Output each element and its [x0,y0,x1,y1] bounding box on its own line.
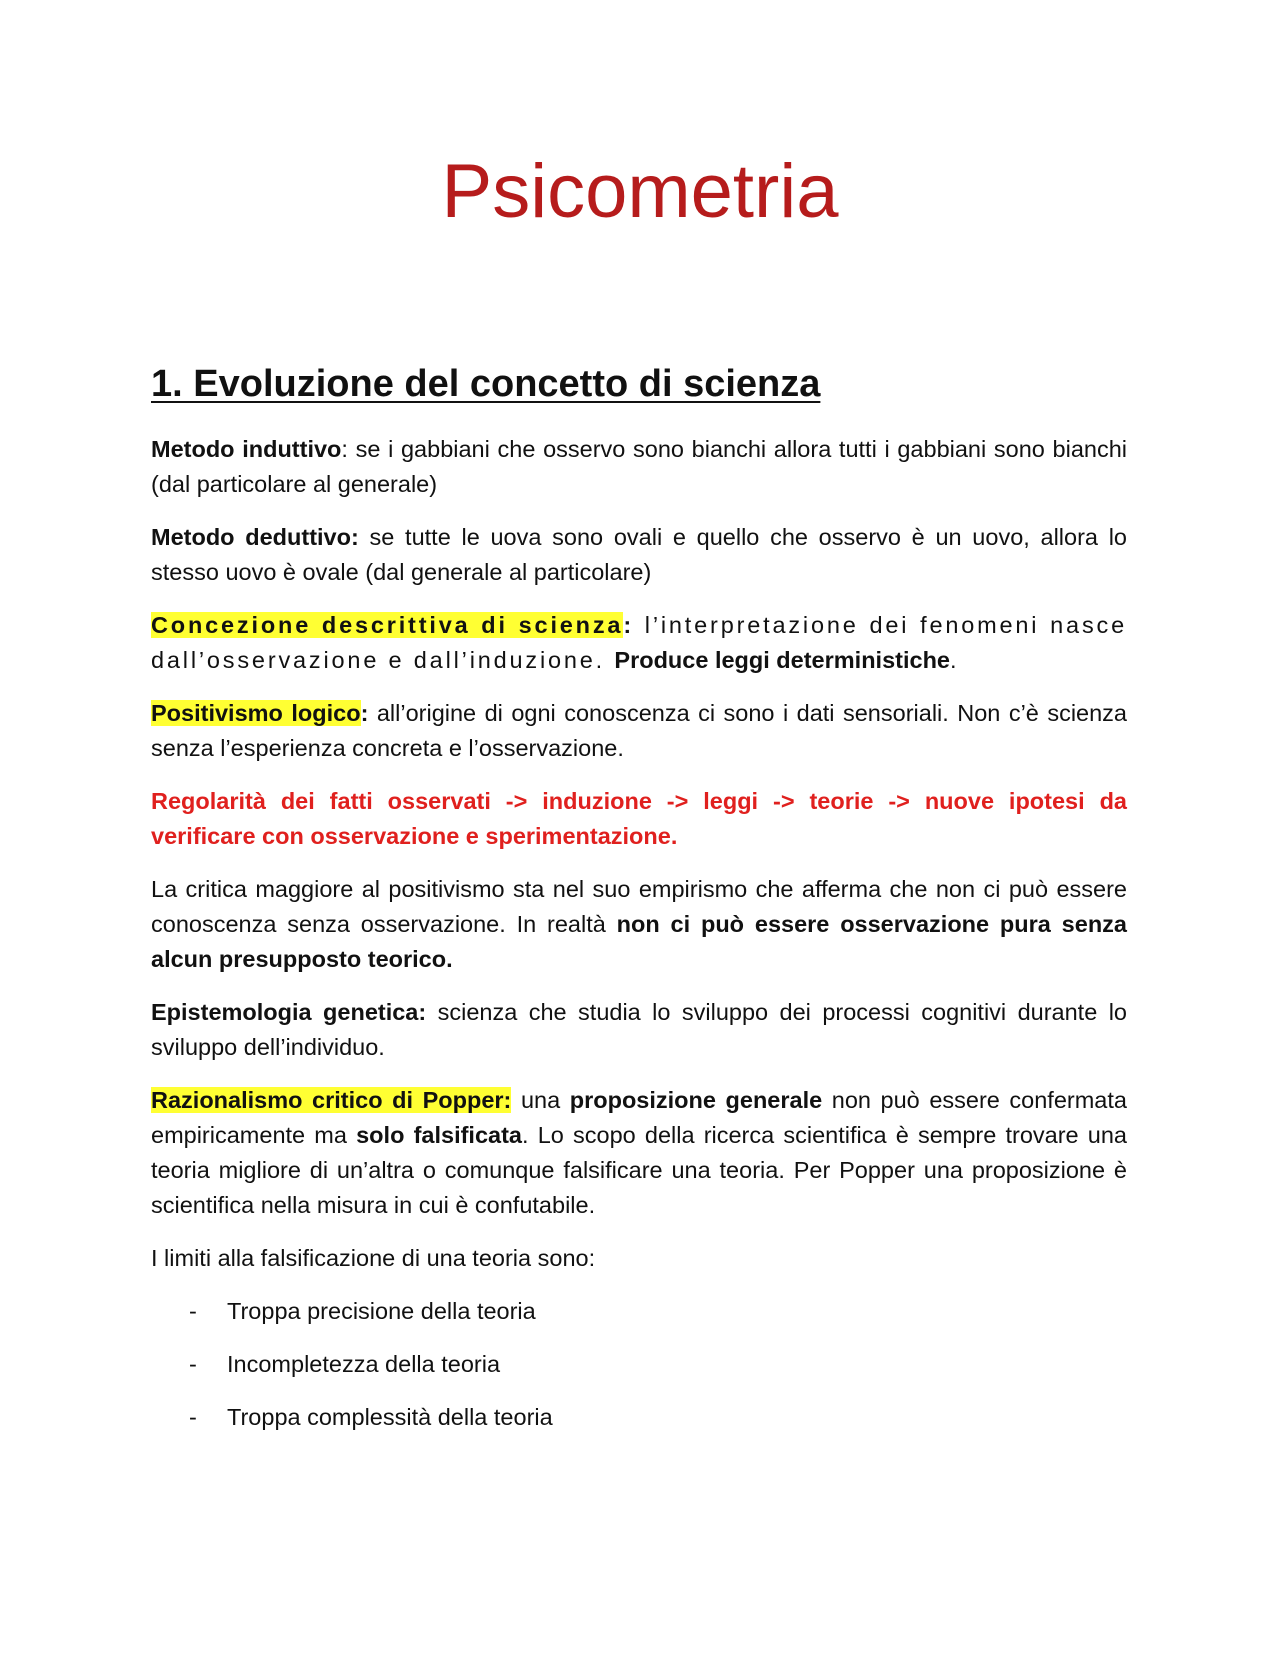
paragraph-concezione-descrittiva [151,608,1127,678]
term-concezione-descrittiva: Concezione descrittiva di scienza [151,611,624,638]
document-body [151,362,1127,1453]
bold-phrase: Produce leggi deterministiche [614,646,950,673]
term-epistemologia-genetica: Epistemologia genetica: [151,998,427,1025]
paragraph-text: scienza che studia lo sviluppo dei processi cognitivi durante lo sviluppo dell’individuo. [151,998,1127,1060]
paragraph-text: . Lo scopo della ricerca scientifica è sempre trovare una teoria migliore di un’altra o comunque falsificare una teoria. Per Popper una proposizione è scientifica nella misura in cui è confutabile. [151,1121,1127,1218]
list-item-text: Troppa precisione della teoria [227,1297,536,1324]
list-item [151,1294,1127,1329]
bold-phrase: solo falsificata [356,1121,522,1148]
term-colon: : [360,699,369,726]
term-colon: : [623,611,634,638]
paragraph-critica-positivismo [151,872,1127,977]
paragraph-text: La critica maggiore al positivismo sta nel suo empirismo che afferma che non ci può essere conoscenza senza osservazione. In realtà [151,875,1127,937]
limits-list [151,1294,1127,1435]
term-razionalismo-critico: Razionalismo critico di Popper: [151,1086,512,1113]
paragraph-text: una [511,1086,570,1113]
paragraph-metodo-deduttivo [151,520,1127,590]
paragraph-limiti-falsificazione: I limiti alla falsificazione di una teoria sono: [151,1244,596,1271]
list-item [151,1400,1127,1435]
list-item [151,1347,1127,1382]
section-heading: 1. Evoluzione del concetto di scienza [151,363,821,405]
list-marker: - [189,1350,197,1377]
paragraph-positivismo-logico [151,696,1127,766]
list-marker: - [189,1403,197,1430]
paragraph-text: l’interpretazione dei fenomeni nasce dall’osservazione e dall’induzione. [151,611,1127,673]
bold-phrase: proposizione generale [569,1086,823,1113]
paragraph-red-summary: Regolarità dei fatti osservati -> induzione -> leggi -> teorie -> nuove ipotesi da verificare con osservazione e sperimentazione. [151,787,1127,849]
paragraph-razionalismo-critico [151,1083,1127,1223]
term-positivismo-logico: Positivismo logico [151,699,361,726]
paragraph-epistemologia-genetica [151,995,1127,1065]
list-item-text: Incompletezza della teoria [227,1350,501,1377]
paragraph-text: se tutte le uova sono ovali e quello che osservo è un uovo, allora lo stesso uovo è ovale (dal generale al particolare) [151,523,1127,585]
list-item-text: Troppa complessità della teoria [227,1403,553,1430]
term-metodo-deduttivo: Metodo deduttivo: [151,523,359,550]
page-title: Psicometria [441,149,839,234]
list-marker: - [189,1297,197,1324]
bold-phrase: non ci può essere osservazione pura senza alcun presupposto teorico. [151,910,1127,972]
paragraph-text: all’origine di ogni conoscenza ci sono i dati sensoriali. Non c’è scienza senza l’esperienza concreta e l’osservazione. [151,699,1127,761]
paragraph-text: non può essere confermata empiricamente ma [151,1086,1127,1148]
paragraph-end: . [950,646,957,673]
paragraph-metodo-induttivo [151,432,1127,502]
paragraph-text: : se i gabbiani che osservo sono bianchi allora tutti i gabbiani sono bianchi (dal particolare al generale) [151,435,1127,497]
term-metodo-induttivo: Metodo induttivo [151,435,342,462]
